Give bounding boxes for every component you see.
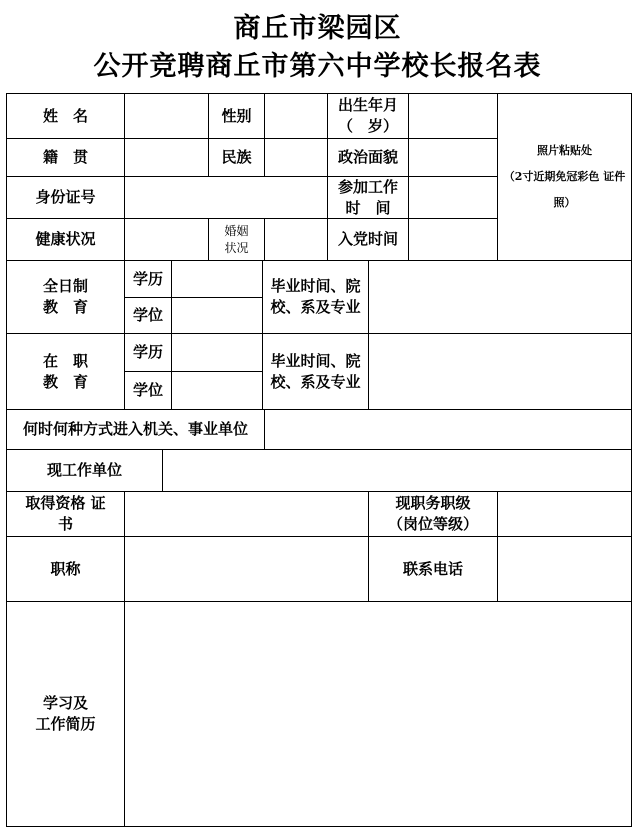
ethnicity-field[interactable] <box>265 139 327 176</box>
label-gender: 性别 <box>221 106 252 125</box>
political-status-field[interactable] <box>409 139 497 176</box>
label-fulltime-graduation <box>263 261 368 333</box>
label-inservice-graduation <box>263 334 368 409</box>
label-id-number: 身份证号 <box>35 188 96 206</box>
phone-field[interactable] <box>498 537 631 601</box>
label-fulltime-academic: 学位 <box>132 306 163 324</box>
label-birth-date <box>328 94 408 138</box>
label-resume <box>7 602 124 826</box>
label-political-status: 政治面貌 <box>337 148 398 166</box>
label-name: 姓 名 <box>42 106 88 125</box>
table-line <box>6 826 632 827</box>
current-position-line2: （岗位等级） <box>387 515 478 533</box>
label-health: 健康状况 <box>35 230 96 248</box>
label-current-unit: 现工作单位 <box>46 461 122 479</box>
marital-status-field[interactable] <box>265 219 327 260</box>
label-current-position <box>369 492 497 536</box>
inservice-line2: 教 育 <box>42 372 88 391</box>
inservice-academic-field[interactable] <box>172 372 262 409</box>
table-line <box>631 93 632 827</box>
label-fulltime-degree: 学历 <box>132 269 163 288</box>
current-position-field[interactable] <box>498 492 631 536</box>
inservice-degree-field[interactable] <box>172 334 262 371</box>
label-phone: 联系电话 <box>402 559 463 578</box>
name-field[interactable] <box>125 94 208 138</box>
fulltime-degree-field[interactable] <box>172 261 262 297</box>
gender-field[interactable] <box>265 94 327 138</box>
qualification-line1: 取得资格 证 <box>25 494 106 512</box>
fulltime-academic-field[interactable] <box>172 298 262 333</box>
fulltime-line1: 全日制 <box>42 277 88 295</box>
qualification-field[interactable] <box>125 492 368 536</box>
marital-line2: 状况 <box>224 240 249 255</box>
marital-line1: 婚姻 <box>224 223 249 238</box>
label-professional-title: 职称 <box>50 559 81 578</box>
fulltime-graduation-field[interactable] <box>369 261 631 333</box>
resume-line1: 学习及 <box>42 694 88 712</box>
id-number-field[interactable] <box>125 177 327 218</box>
fulltime-grad-line2: 校、系及专业 <box>270 298 361 316</box>
resume-line2: 工作简历 <box>35 715 96 733</box>
native-place-field[interactable] <box>125 139 208 176</box>
fulltime-grad-line1: 毕业时间、院 <box>270 277 361 295</box>
label-ethnicity: 民族 <box>221 148 252 166</box>
form-title-line2: 公开竞聘商丘市第六中学校长报名表 <box>93 51 542 82</box>
label-marital-status <box>209 219 264 260</box>
current-position-line1: 现职务职级 <box>395 494 471 512</box>
label-inservice-education <box>7 334 124 409</box>
label-entry-method: 何时何种方式进入机关、事业单位 <box>22 420 248 438</box>
birth-line1: 出生年月 <box>337 96 398 114</box>
resume-field[interactable] <box>125 602 631 826</box>
label-native-place: 籍 贯 <box>42 148 88 166</box>
photo-line2: （2寸近期免冠彩色 证件 <box>503 170 626 183</box>
form-title-line1: 商丘市梁园区 <box>233 13 402 44</box>
inservice-line1: 在 职 <box>42 351 88 370</box>
photo-line1: 照片粘贴处 <box>536 144 592 157</box>
label-qualification <box>7 492 124 536</box>
work-start-field[interactable] <box>409 177 497 218</box>
qualification-line2: 书 <box>57 515 73 533</box>
work-start-line2: 时 间 <box>345 198 391 217</box>
work-start-line1: 参加工作 <box>337 177 398 196</box>
birth-line2: （ 岁） <box>337 117 398 135</box>
party-date-field[interactable] <box>409 219 497 260</box>
label-inservice-degree: 学历 <box>132 343 163 361</box>
photo-line3: 照） <box>553 196 576 209</box>
current-unit-field[interactable] <box>163 450 631 491</box>
birth-date-field[interactable] <box>409 94 497 138</box>
label-fulltime-education <box>7 261 124 333</box>
inservice-grad-line2: 校、系及专业 <box>270 372 361 391</box>
photo-placeholder[interactable] <box>498 94 631 260</box>
health-field[interactable] <box>125 219 208 260</box>
professional-title-field[interactable] <box>125 537 368 601</box>
fulltime-line2: 教 育 <box>42 298 88 316</box>
label-party-date: 入党时间 <box>337 230 398 248</box>
inservice-graduation-field[interactable] <box>369 334 631 409</box>
label-work-start <box>328 177 408 218</box>
inservice-grad-line1: 毕业时间、院 <box>270 351 361 370</box>
label-inservice-academic: 学位 <box>132 381 163 399</box>
entry-method-field[interactable] <box>265 410 631 449</box>
